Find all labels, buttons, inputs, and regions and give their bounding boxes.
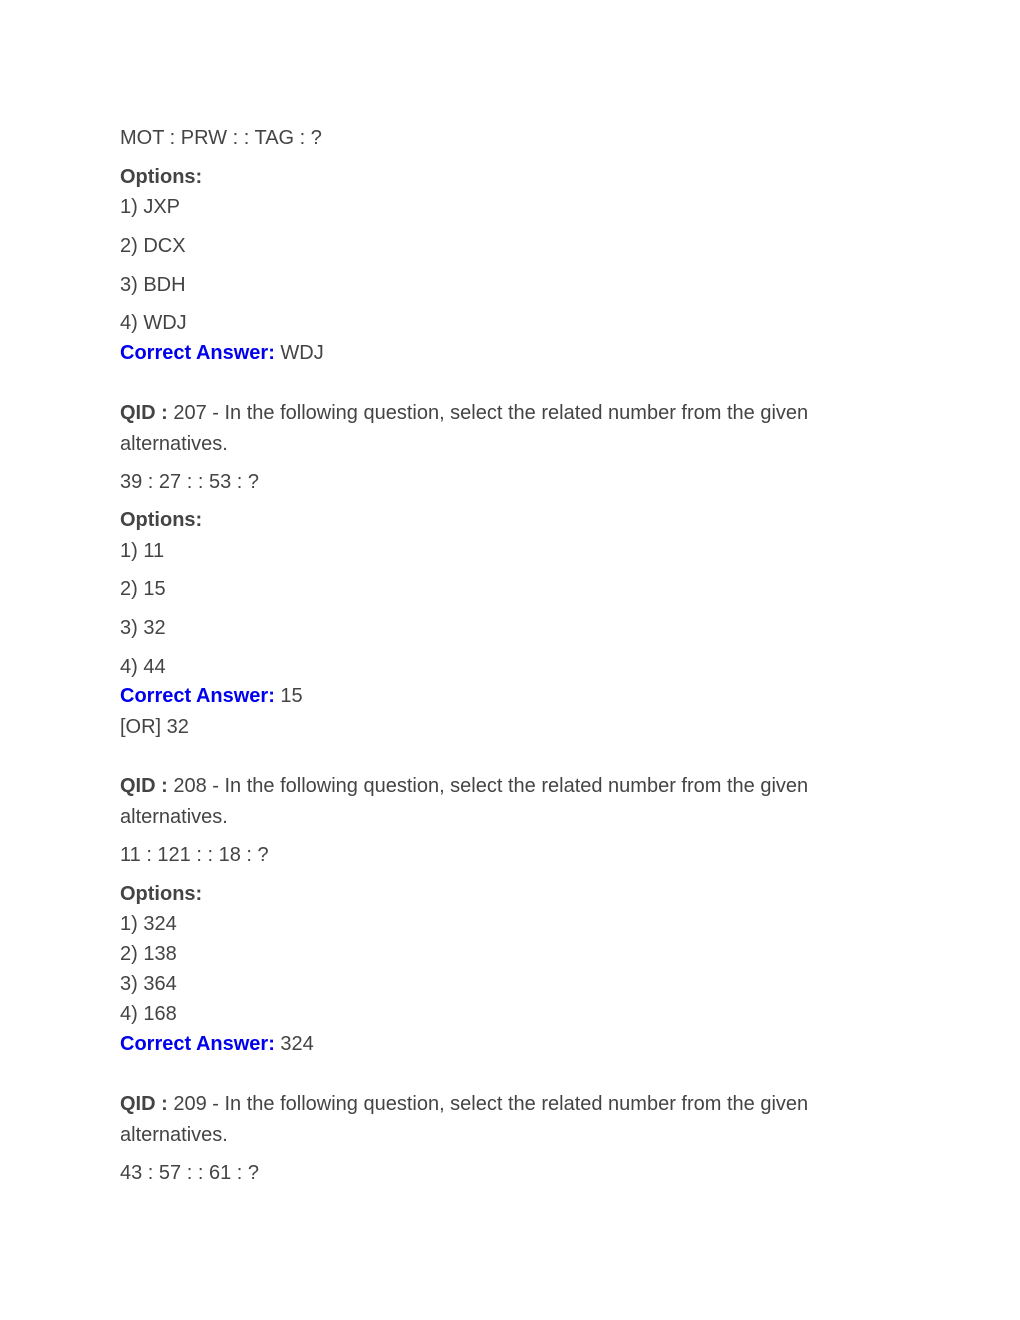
question-stem: 11 : 121 : : 18 : ? [120, 844, 269, 866]
question-text: QID : 208 - In the following question, select the related number from the given [120, 775, 809, 797]
option: 2) DCX [120, 235, 186, 257]
question-text-cont: alternatives. [120, 433, 228, 455]
option: 3) BDH [120, 274, 186, 296]
question-text-cont: alternatives. [120, 1124, 228, 1146]
options-label: Options: [120, 883, 203, 905]
question-text: QID : 207 - In the following question, select the related number from the given [120, 402, 809, 424]
correct-answer: Correct Answer: 324 [120, 1033, 314, 1055]
option: 1) JXP [120, 196, 181, 218]
question-text: QID : 209 - In the following question, select the related number from the given [120, 1093, 809, 1115]
question-stem: 43 : 57 : : 61 : ? [120, 1162, 259, 1184]
correct-answer: Correct Answer: 15 [120, 685, 303, 707]
option: 4) WDJ [120, 312, 187, 334]
option: 3) 364 [120, 973, 177, 995]
question-stem: 39 : 27 : : 53 : ? [120, 471, 259, 493]
option: 1) 11 [120, 540, 165, 562]
correct-answer: Correct Answer: WDJ [120, 342, 324, 364]
options-label: Options: [120, 166, 203, 188]
option: 3) 32 [120, 617, 166, 639]
option: 4) 168 [120, 1003, 177, 1025]
option: 4) 44 [120, 656, 166, 678]
option: 2) 15 [120, 578, 166, 600]
question-stem: MOT : PRW : : TAG : ? [120, 127, 322, 149]
option: 1) 324 [120, 913, 177, 935]
alternate-answer: [OR] 32 [120, 716, 189, 738]
options-label: Options: [120, 509, 203, 531]
option: 2) 138 [120, 943, 177, 965]
question-text-cont: alternatives. [120, 806, 228, 828]
